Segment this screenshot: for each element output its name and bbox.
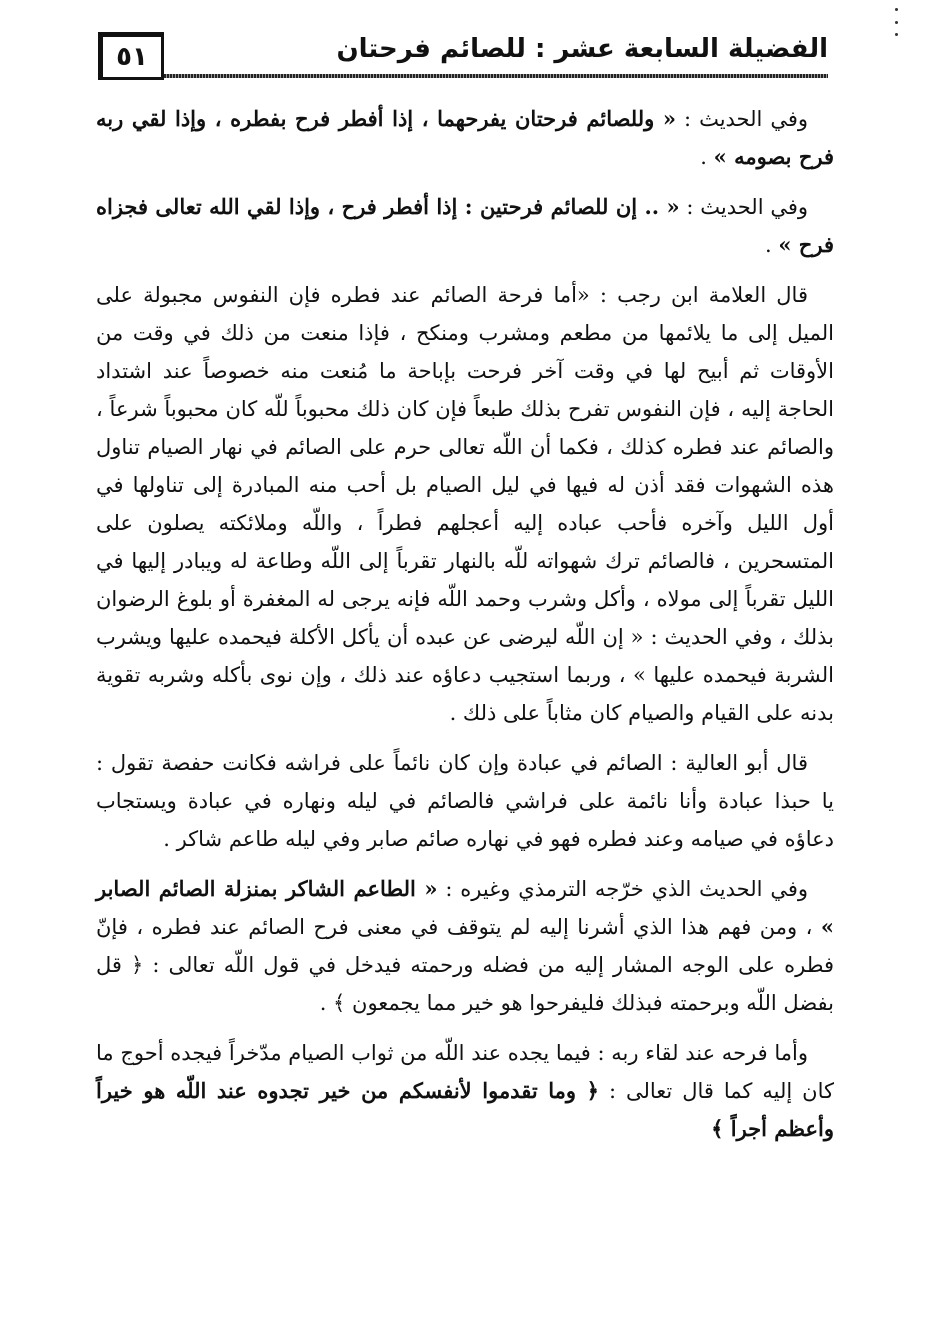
paragraph-lead: وأما فرحه عند لقاء ربه : فيما يجده عند اللّه من ثواب الصيام مدّخراً فيجده أحوج ما كان إليه كما قال تعالى :: [96, 1041, 834, 1103]
paragraph-tail: .: [765, 233, 779, 257]
paragraph-lead: قال أبو العالية : الصائم في عبادة وإن كان نائماً على فراشه فكانت حفصة تقول : يا حبذا عبادة وأنا نائمة على فراشي فالصائم في ليله ونهاره في عبادة ويستجاب دعاؤه في صيامه وعند فطره فهو في نهاره صائم صابر وفي ليله طاعم شاكر .: [96, 751, 834, 851]
running-title: الفضيلة السابعة عشر : للصائم فرحتان: [336, 34, 828, 64]
paragraph-tail: ، وربما استجيب دعاؤه عند ذلك ، وإن نوى بأكله وشربه تقوية بدنه على القيام والصيام كان مثاباً على ذلك .: [96, 663, 834, 725]
ibn-rajab-quote: «أما فرحة الصائم عند فطره فإن النفوس مجبولة على الميل إلى ما يلائمها من مطعم ومشرب ومنكح ، فإذا منعت من ذلك في وقت من الأوقات ثم أبيح لها في وقت آخر فرحت بإباحة ما مُنعت منه خصوصاً عند اشتداد الحاجة إليه ، فإن النفوس تفرح بذلك طبعاً فإن كان ذلك محبوباً للّه كان محبوباً شرعاً ، والصائم عند فطره كذلك ، فكما أن اللّه تعالى حرم على الصائم في نهار الصيام تناول هذه الشهوات فقد أذن له فيها في ليل الصيام بل أحب منه المبادرة إلى تناولها في أول الليل وآخره فأحب عباده إليه أعجلهم فطراً ، واللّه وملائكته يصلون على المتسحرين ، فالصائم ترك شهواته للّه بالنهار تقرباً إلى اللّه وطاعة له ويبادر إليها في الليل تقرباً إلى مولاه ، وأكل وشرب وحمد اللّه فإنه يرجى له المغفرة أو بلوغ الرضوان بذلك ، وفي الحديث : « إن اللّه ليرضى عن عبده أن يأكل الأكلة فيحمده عليها ويشرب الشربة فيحمده عليها »: [96, 283, 834, 687]
paragraph-4: [96, 744, 834, 858]
paragraph-lead: وفي الحديث :: [679, 195, 808, 219]
page-header: [98, 28, 828, 78]
margin-dots: [894, 8, 898, 36]
paragraph-lead: وفي الحديث الذي خرّجه الترمذي وغيره :: [437, 877, 808, 901]
paragraph-tail: ، ومن فهم هذا الذي أشرنا إليه لم يتوقف في معنى فرح الصائم عند فطره ، فإنّ فطره على الوجه المشار إليه من فضله ورحمته فيدخل في قول اللّه تعالى : ﴿ قل بفضل اللّه وبرحمته فبذلك فليفرحوا هو خير مما يجمعون ﴾ .: [96, 915, 834, 1015]
hadith-quote: « .. إن للصائم فرحتين : إذا أفطر فرح ، وإذا لقي الله تعالى فجزاه فرح »: [96, 194, 834, 257]
paragraph-3: [96, 276, 834, 732]
paragraph-2: [96, 188, 834, 264]
page-number: ٥١: [98, 32, 164, 80]
paragraph-lead: وفي الحديث :: [676, 107, 809, 131]
header-rule: [164, 74, 828, 78]
hadith-quote: « وللصائم فرحتان يفرحهما ، إذا أفطر فرح بفطره ، وإذا لقي ربه فرح بصومه »: [96, 106, 834, 169]
body-text: [96, 100, 834, 1160]
paragraph-lead: قال العلامة ابن رجب :: [589, 283, 808, 307]
quran-quote: ﴿ وما تقدموا لأنفسكم من خير تجدوه عند اللّه هو خيراً وأعظم أجراً ﴾: [96, 1078, 834, 1141]
paragraph-1: [96, 100, 834, 176]
paragraph-5: [96, 870, 834, 1022]
hadith-quote: « الطاعم الشاكر بمنزلة الصائم الصابر »: [96, 876, 834, 939]
paragraph-6: [96, 1034, 834, 1148]
paragraph-tail: .: [700, 145, 714, 169]
